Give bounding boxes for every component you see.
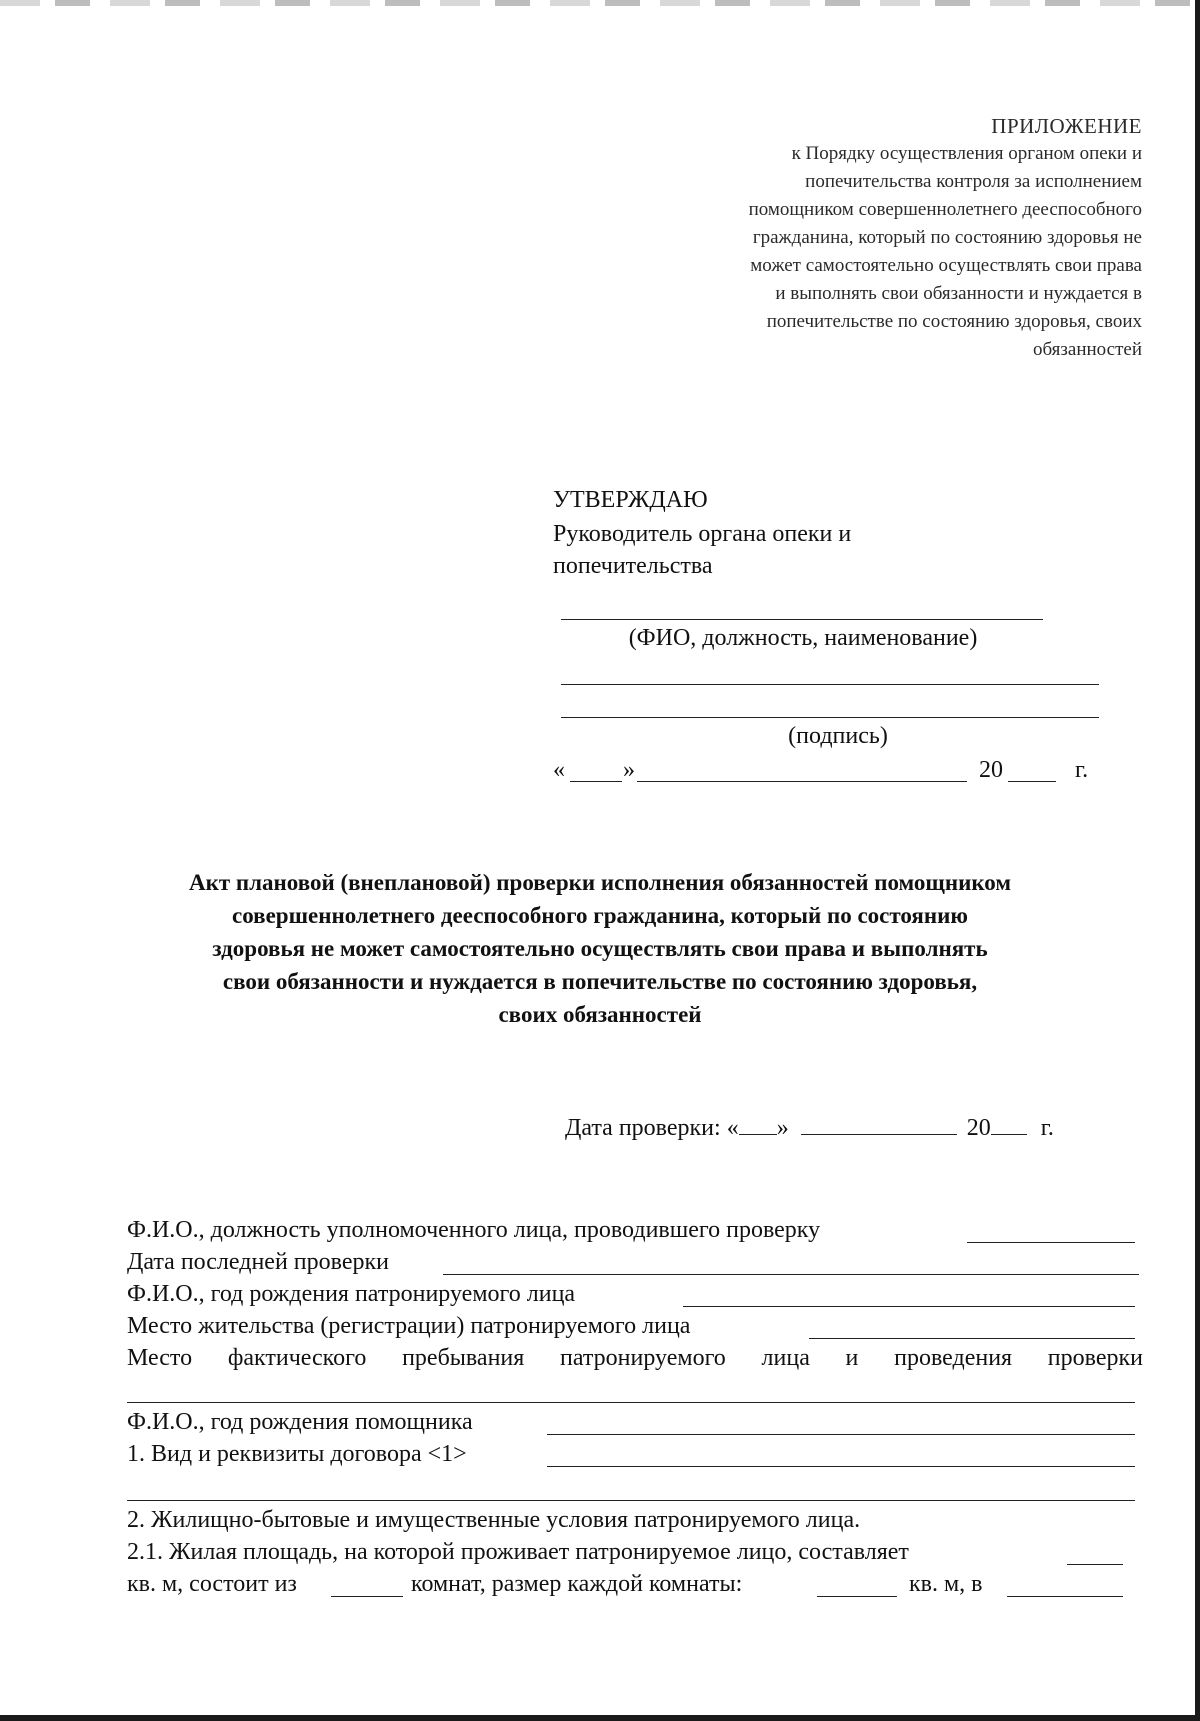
appendix-line: попечительстве по состоянию здоровья, своих xyxy=(766,311,1142,332)
appendix-line: к Порядку осуществления органом опеки и xyxy=(791,143,1142,164)
appendix-heading: ПРИЛОЖЕНИЕ xyxy=(991,114,1142,138)
check-year-blank[interactable] xyxy=(991,1114,1027,1135)
living-area-blank[interactable] xyxy=(1067,1564,1123,1565)
inspector-row xyxy=(127,1214,1137,1246)
document-title xyxy=(100,866,1100,1031)
actual-location-blank[interactable] xyxy=(127,1402,1135,1403)
approval-date-row xyxy=(553,754,1103,788)
assistant-fio-label: Ф.И.О., год рождения помощника xyxy=(127,1409,473,1435)
ward-fio-label: Ф.И.О., год рождения патронируемого лица xyxy=(127,1281,576,1307)
appendix-line: может самостоятельно осуществлять свои права xyxy=(750,255,1142,276)
title-line: Акт плановой (внеплановой) проверки исполнения обязанностей помощником xyxy=(188,870,1012,895)
title-line: совершеннолетнего дееспособного гражданина, который по состоянию xyxy=(232,903,968,928)
year-prefix: 20 xyxy=(979,757,1003,783)
year-blank[interactable] xyxy=(1008,781,1056,782)
contract-label: 1. Вид и реквизиты договора <1> xyxy=(127,1441,467,1467)
scan-edge-bottom xyxy=(0,1715,1200,1721)
day-blank[interactable] xyxy=(570,781,622,782)
ward-fio-row xyxy=(127,1278,1137,1310)
date-open-quote: « xyxy=(553,757,565,783)
title-line: своих обязанностей xyxy=(498,1002,702,1027)
section2-heading: 2. Жилищно-бытовые и имущественные условия патронируемого лица. xyxy=(127,1507,861,1533)
scan-edge-right xyxy=(1195,0,1200,1721)
fio-blank-line[interactable] xyxy=(561,619,1043,620)
check-year-suffix: г. xyxy=(1040,1115,1054,1141)
appendix-block xyxy=(582,112,1142,364)
appendix-line: помощником совершеннолетнего дееспособного xyxy=(748,199,1142,220)
room-size-blank[interactable] xyxy=(817,1596,897,1597)
s21-label-b2: комнат, размер каждой комнаты: xyxy=(411,1571,743,1597)
month-blank[interactable] xyxy=(637,781,967,782)
appendix-line: гражданина, который по состоянию здоровья не xyxy=(752,227,1142,248)
actual-location-blank-row xyxy=(127,1374,1137,1406)
inspector-blank[interactable] xyxy=(967,1242,1135,1243)
room-extra-blank[interactable] xyxy=(1007,1596,1123,1597)
contract-blank-2[interactable] xyxy=(127,1500,1135,1501)
s21-label-b3: кв. м, в xyxy=(909,1571,983,1597)
s21-row-b xyxy=(127,1568,1137,1600)
scan-edge-top xyxy=(0,0,1200,6)
approval-heading: УТВЕРЖДАЮ xyxy=(553,487,708,513)
s21-row-a xyxy=(127,1536,1137,1568)
ward-residence-blank[interactable] xyxy=(809,1338,1135,1339)
contract-blank[interactable] xyxy=(547,1466,1135,1467)
date-close-quote: » xyxy=(623,757,635,783)
ward-fio-blank[interactable] xyxy=(683,1306,1135,1307)
appendix-line: попечительства контроля за исполнением xyxy=(805,171,1142,192)
actual-location-label: Место фактического пребывания патронируемого лица и проведения проверки xyxy=(127,1345,1143,1371)
s21-label-a: 2.1. Жилая площадь, на которой проживает патронируемое лицо, составляет xyxy=(127,1539,909,1565)
contract-blank-row xyxy=(127,1472,1137,1504)
check-date-row xyxy=(565,1114,1054,1142)
title-line: свои обязанности и нуждается в попечительстве по состоянию здоровья, xyxy=(222,969,978,994)
rooms-count-blank[interactable] xyxy=(331,1596,403,1597)
year-suffix: г. xyxy=(1075,757,1089,783)
check-day-blank[interactable] xyxy=(739,1114,777,1135)
assistant-fio-row xyxy=(127,1406,1137,1438)
ward-residence-row xyxy=(127,1310,1137,1342)
approval-line-1: Руководитель органа опеки и xyxy=(553,521,852,547)
section2-row xyxy=(127,1504,1137,1536)
check-month-blank[interactable] xyxy=(801,1114,957,1135)
last-check-row xyxy=(127,1246,1137,1278)
appendix-line: обязанностей xyxy=(1032,339,1142,360)
last-check-label: Дата последней проверки xyxy=(127,1249,389,1275)
check-date-close: » xyxy=(776,1115,789,1141)
fio-caption: (ФИО, должность, наименование) xyxy=(628,625,978,651)
s21-label-b1: кв. м, состоит из xyxy=(127,1571,297,1597)
title-line: здоровья не может самостоятельно осуществлять свои права и выполнять xyxy=(212,936,988,961)
appendix-line: и выполнять свои обязанности и нуждается в xyxy=(775,283,1142,304)
signature-caption: (подпись) xyxy=(788,723,888,749)
check-date-label: Дата проверки: « xyxy=(565,1115,739,1141)
inspector-label: Ф.И.О., должность уполномоченного лица, проводившего проверку xyxy=(127,1217,821,1243)
last-check-blank[interactable] xyxy=(443,1274,1139,1275)
contract-row xyxy=(127,1438,1137,1470)
fio-blank-line-2[interactable] xyxy=(561,684,1099,685)
signature-blank-line[interactable] xyxy=(561,717,1099,718)
actual-location-row xyxy=(127,1342,1143,1374)
ward-residence-label: Место жительства (регистрации) патронируемого лица xyxy=(127,1313,691,1339)
approval-line-2: попечительства xyxy=(553,553,713,579)
assistant-fio-blank[interactable] xyxy=(547,1434,1135,1435)
check-year-prefix: 20 xyxy=(966,1115,991,1141)
